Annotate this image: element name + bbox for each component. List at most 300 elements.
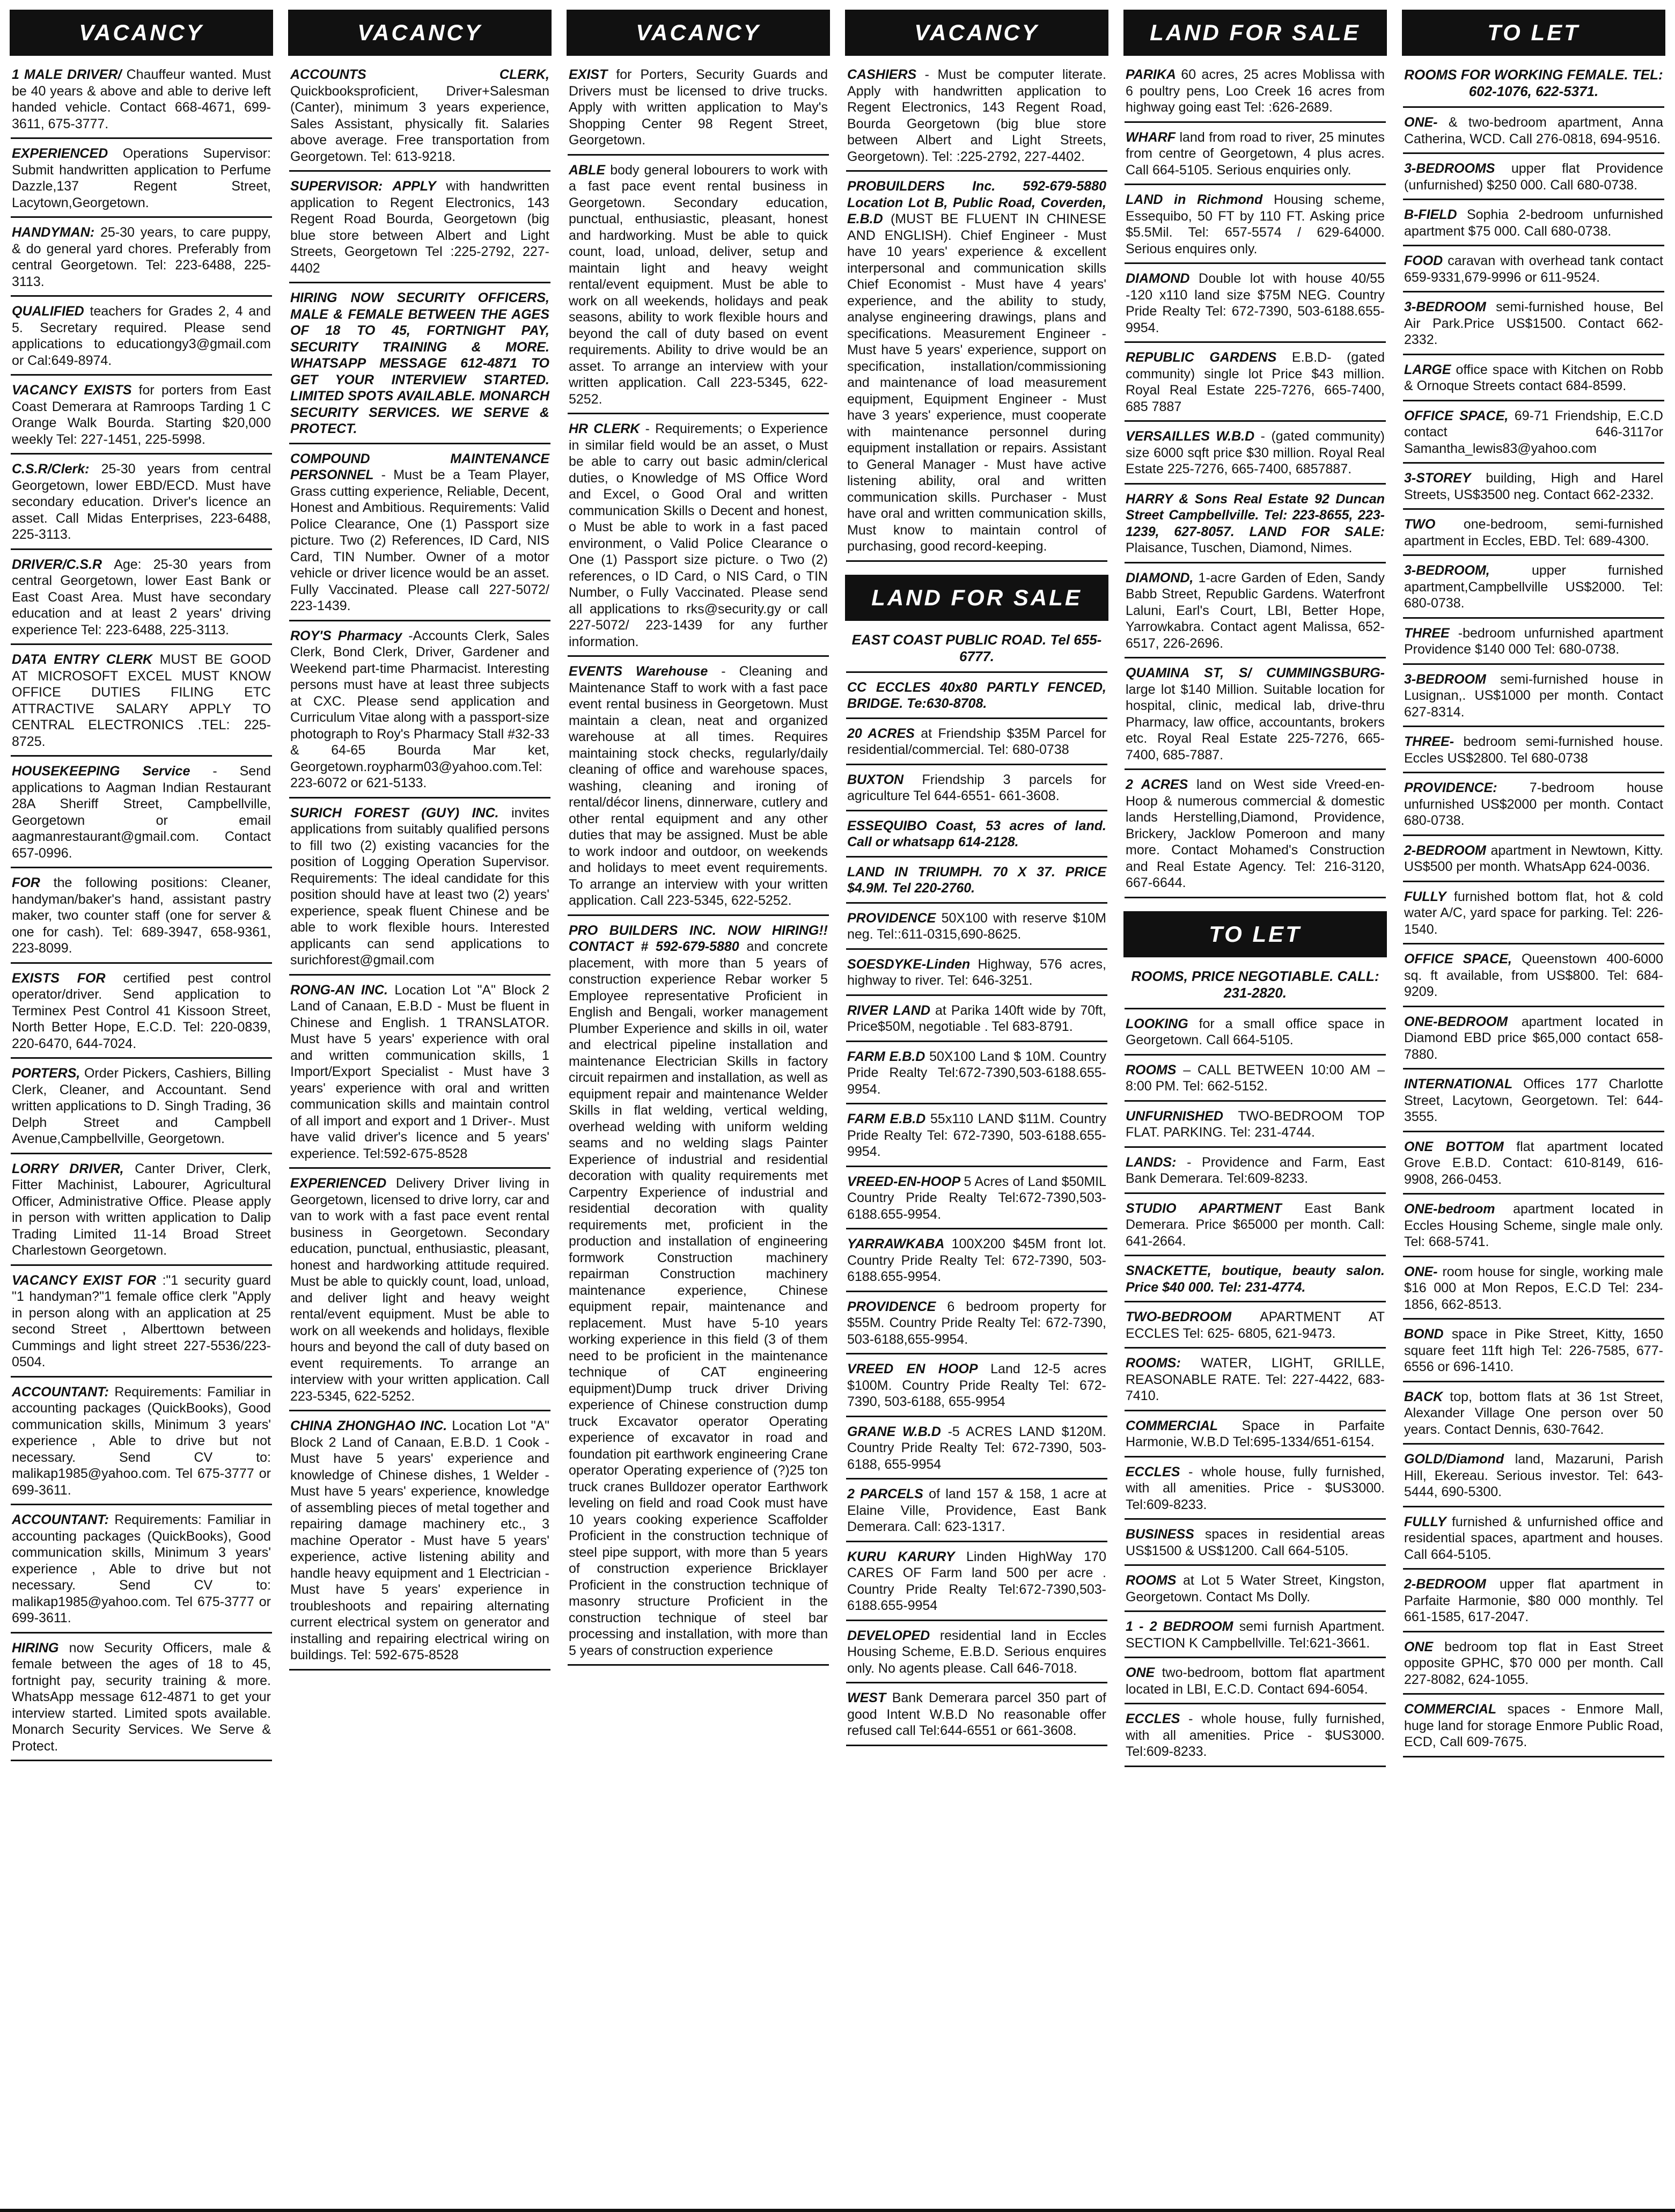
ad-body: :"1 security guard "1 handyman?"1 female office clerk "Apply in person along with an application at 25 second Street , Alberttown between Cummings and light street 227-5536/223-0504.: [12, 1272, 271, 1369]
ad-body: upper furnished apartment,Campbellville US$2000. Tel: 680-0738.: [1404, 563, 1664, 611]
ad-headline: 3-BEDROOM: [1404, 671, 1486, 687]
ad-body: for Porters, Security Guards and Drivers must be licensed to drive trucks. Apply with written application to May's Shopping Center 98 Regent Street, Georgetown.: [569, 67, 828, 148]
ad-body: & two-bedroom apartment, Anna Catherina, WCD. Call 276-0818, 694-9516.: [1404, 115, 1663, 147]
ad-body: 7-bedroom house unfurnished US$2000 per month. Contact 680-0738.: [1404, 780, 1663, 828]
ad-body: Requirements: Familiar in accounting packages (QuickBooks), Good communication skills, Minimum 3 years' experience , Able to drive but not necessary. Send CV to: malikap1985@yahoo.com. Tel 675-3777 or 699-3611.: [12, 1384, 271, 1498]
classified-ad: [1125, 1569, 1386, 1612]
ad-headline: ONE-BEDROOM: [1404, 1014, 1508, 1029]
section-header-land-for-sale: LAND FOR SALE: [1123, 10, 1387, 56]
ad-body: Order Pickers, Cashiers, Billing Clerk, Cleaner, and Accountant. Send written applications to D. Singh Trading, 36 Delph Street and Campbell Avenue,Campbellville, Georgetown.: [12, 1066, 271, 1146]
classified-ad: [846, 175, 1107, 562]
classified-ad: [1403, 559, 1664, 619]
classified-ad: [846, 1358, 1107, 1417]
classified-ad: [1403, 296, 1664, 355]
ad-body: - Providence and Farm, East Bank Demerara. Tel:609-8233.: [1126, 1154, 1385, 1186]
ad-headline: 1 MALE DRIVER/: [12, 67, 122, 82]
ad-body: Offices 177 Charlotte Street, Lacytown, Georgetown. Tel: 644-3555.: [1404, 1076, 1663, 1124]
ad-body: TWO-BEDROOM TOP FLAT. PARKING. Tel: 231-4744.: [1126, 1108, 1385, 1140]
ad-list: [285, 63, 555, 1674]
ad-headline: WHARF: [1126, 129, 1176, 145]
classified-ad: [846, 1420, 1107, 1480]
ad-body: 25-30 years, to care puppy, & do general yard chores. Preferably from central Georgetown. Tel: 223-6488, 225-3113.: [12, 225, 271, 289]
classified-ad: [11, 760, 272, 868]
ad-body: - Requirements; o Experience in similar field would be an asset, o Must be able to carry out basic admin/clerical duties, o Knowledge of MS Office Word and Excel, o Good Oral and written communication Skills o Decent and honest, o Must be able to work in a fast paced environment, o Valid Police Clearance o One (1) Passport size picture. o Two (2) references, o ID Card, o NIS Card, o TIN Number, o Fully Vaccinated. Please send all applications to rks@security.gy or call 227-5072/ 223-1439 for any further information.: [569, 421, 828, 649]
classified-ad: [846, 1624, 1107, 1684]
ad-headline: VERSAILLES W.B.D: [1126, 429, 1255, 444]
classified-ad: [1125, 425, 1386, 485]
ad-headline: ECCLES: [1126, 1711, 1180, 1726]
classified-ad: [11, 871, 272, 964]
ad-headline: FULLY: [1404, 1514, 1446, 1529]
ad-list: [842, 676, 1112, 1749]
ad-body: Queenstown 400-6000 sq. ft available, from US$800. Tel: 684-9209.: [1404, 951, 1663, 999]
ad-body: at Lot 5 Water Street, Kingston, Georgetown. Contact Ms Dolly.: [1126, 1573, 1385, 1605]
classified-ad: [1125, 1523, 1386, 1566]
ad-headline: ESSEQUIBO Coast, 53 acres of land. Call or whatsapp 614-2128.: [847, 818, 1106, 849]
classifieds-page: [6, 10, 1669, 2204]
ad-body: flat apartment located Grove E.B.D. Contact: 610-8149, 616-9908, 266-0453.: [1404, 1139, 1664, 1187]
classified-ad: [1403, 1698, 1664, 1757]
ad-body: building, High and Harel Streets, US$3500 neg. Contact 662-2332.: [1404, 471, 1663, 502]
column-1: [6, 10, 276, 2204]
classified-ad: [11, 553, 272, 646]
ad-headline: SURICH FOREST (GUY) INC.: [290, 805, 499, 821]
ad-body: semi furnish Apartment. SECTION K Campbellville. Tel:621-3661.: [1126, 1619, 1385, 1651]
ad-headline: PROVIDENCE: [847, 1299, 936, 1314]
ad-body: Bank Demerara parcel 350 part of good Intent W.B.D No reasonable offer refused call Tel:644-6551 or 661-3608.: [847, 1690, 1107, 1738]
classified-ad: [11, 379, 272, 455]
ad-headline: TWO-BEDROOM: [1126, 1309, 1232, 1324]
ad-headline: QUALIFIED: [12, 304, 84, 319]
ad-headline: PROVIDENCE:: [1404, 780, 1497, 795]
classified-ad: [1125, 1259, 1386, 1302]
section-header-land-for-sale: LAND FOR SALE: [845, 575, 1108, 621]
ad-body: apartment located in Eccles Housing Scheme, single male only. Tel: 668-5741.: [1404, 1202, 1663, 1249]
ad-headline: GOLD/Diamond: [1404, 1452, 1504, 1467]
ad-body: bedroom semi-furnished house. Eccles US$2800. Tel 680-0738: [1404, 734, 1663, 766]
ad-body: MUST BE GOOD AT MICROSOFT EXCEL MUST KNOW OFFICE DUTIES FILING ETC ATTRACTIVE SALARY APPLY TO CENTRAL ELECTRONICS .TEL: 225-8725.: [12, 652, 271, 749]
ad-headline: UNFURNISHED: [1126, 1108, 1223, 1124]
ad-headline: ONE: [1404, 1639, 1434, 1654]
classified-ad: [568, 660, 829, 916]
classified-ad: [1125, 1708, 1386, 1767]
classified-ad: [1403, 358, 1664, 401]
ad-body: one-bedroom, semi-furnished apartment in Eccles, EBD. Tel: 689-4300.: [1404, 517, 1663, 548]
classified-ad: [1403, 1261, 1664, 1320]
ad-headline: SUPERVISOR: APPLY: [290, 179, 436, 194]
ad-body: at Friendship $35M Parcel for residential/commercial. Tel: 680-0738: [847, 726, 1107, 757]
ad-body: semi-furnished house in Lusignan,. US$1000 per month. Contact 627-8314.: [1404, 671, 1664, 720]
ad-headline: KURU KARURY: [847, 1549, 955, 1564]
ad-body: two-bedroom, bottom flat apartment located in LBI, E.C.D. Contact 694-6054.: [1126, 1665, 1385, 1697]
column-4: [842, 10, 1112, 2204]
ad-headline: 20 ACRES: [847, 726, 915, 741]
ad-headline: FARM E.B.D: [847, 1111, 926, 1126]
ad-body: the following positions: Cleaner, handyman/baker's hand, assistant pastry maker, two counter staff (one for server & one for cash). Tel: 689-3947, 658-9361, 223-8099.: [12, 875, 271, 956]
ad-body: Operations Supervisor: Submit handwritten application to Perfume Dazzle,137 Regent Street, Lacytown,Georgetown.: [12, 146, 271, 210]
ad-body: 60 acres, 25 acres Moblissa with 6 poultry pens, Loo Creek 16 acres from highway going east Tel: :626-2689.: [1126, 67, 1385, 115]
ad-headline: 1 - 2 BEDROOM: [1126, 1619, 1233, 1634]
classified-ad: [846, 676, 1107, 719]
ad-headline: FOOD: [1404, 253, 1443, 268]
ad-body: for a small office space in Georgetown. Call 664-5105.: [1126, 1016, 1385, 1048]
ad-headline: PORTERS,: [12, 1066, 80, 1081]
ad-headline: FOR: [12, 875, 40, 890]
ad-body: semi-furnished house, Bel Air Park.Price US$1500. Contact 662-2332.: [1404, 299, 1663, 347]
ad-body: bedroom top flat in East Street opposite GPHC, $70 000 per month. Call 227-8082, 624-1055.: [1404, 1639, 1663, 1687]
classified-ad: [1403, 777, 1664, 836]
ad-body: E.B.D- (gated community) single lot Price $43 million. Royal Real Estate 225-7276, 665-7400, 685 7887: [1126, 350, 1385, 414]
ad-headline: HOUSEKEEPING Service: [12, 764, 190, 779]
ad-body: - whole house, fully furnished, with all amenities. Price - $US3000. Tel:609-8233.: [1126, 1464, 1385, 1512]
ad-body: - (gated community) size 6000 sqft price $30 million. Royal Real Estate 225-7276, 665-7400, 6857887.: [1126, 429, 1385, 477]
ad-body: 6 bedroom property for $55M. Country Pride Realty Tel: 672-7390, 503-6188,655-9954.: [847, 1299, 1106, 1347]
ad-headline: LAND in Richmond: [1126, 192, 1263, 207]
classified-ad: [846, 999, 1107, 1042]
ad-body: (MUST BE FLUENT IN CHINESE AND ENGLISH). Chief Engineer - Must have 10 years' experience & excellent interpersonal and communication skills Chief Economist - Must have 4 years' experience, and the ability to study, analyse engineering drawings, plans and specifications. Measurement Engineer - Must have 5 years' experience, support on specification, installation/commissioning and maintenance of load measurement equipment, Equipment Engineer - Must have 3 years' experience, must cooperate with maintenance personnel during equipment installation or repairs. Assistant to General Manager - Must have active listening ability, oral and written communication skills. Purchaser - Must have oral and written communication skills, Must know to maintain control of purchasing, good record-keeping.: [847, 211, 1106, 554]
classified-ad: [1125, 1059, 1386, 1102]
ad-headline: BACK: [1404, 1389, 1443, 1404]
ad-list: [1399, 63, 1669, 111]
ad-body: land from road to river, 25 minutes from centre of Georgetown, 4 plus acres. Call 664-5105. Serious enquiries only.: [1126, 129, 1385, 178]
ad-body: - Must be a Team Player, Grass cutting experience, Reliable, Decent, Honest and Ambitious. Requirements: Valid Police Clearance, One (1) Passport size picture. Two (2) References, ID Card, NIS Card, TIN Number. Owner of a motor vehicle or driver licence would be an asset. Fully Vaccinated. Please call 227-5072/ 223-1439.: [290, 467, 549, 613]
classified-ad: [289, 1415, 550, 1671]
section-header-to-let: TO LET: [1402, 10, 1665, 56]
ad-body: -Accounts Clerk, Sales Clerk, Bond Clerk, Driver, Gardener and Weekend part-time Pharmacist. Interesting persons must have at least three subjects at CXC. Please send application and Curriculum Vitae along with a passport-size photograph to Roy's Pharmacy Stall #32-33 & 64-65 Bourda Mar ket, Georgetown.roypharm03@yahoo.com.Tel: 223-6072 or 621-5133.: [290, 628, 550, 790]
classified-ad: [1403, 622, 1664, 665]
ad-body: space in Pike Street, Kitty, 1650 square feet 11ft high Tel: 226-7585, 677-6556 or 696-1410.: [1404, 1327, 1663, 1374]
classified-ad: [846, 1483, 1107, 1542]
ad-headline: HANDYMAN:: [12, 225, 95, 240]
ad-body: residential land in Eccles Housing Scheme, E.B.D. Serious enquires only. No agents please. Call 646-7018.: [847, 1628, 1106, 1676]
section-header-vacancy: VACANCY: [567, 10, 830, 56]
classified-ad: [568, 159, 829, 415]
ad-body: Location Lot "A" Block 2 Land of Canaan, E.B.D. 1 Cook - Must have 5 years' experience and knowledge of Chinese dishes, 1 Welder - Must have 5 years' experience, knowledge of assembling pieces of metal together and repairing damage machinery etc., 3 machine Operator - Must have 5 years' experience, active listening ability and handle heavy equipment and 1 Electrician - Must have 5 years' experience in troubleshoots and repairing alternating current electrical system on generator and installing and repairing electrical wiring on buildings. Tel: 592-675-8528: [290, 1418, 549, 1662]
ad-headline: EXISTS FOR: [12, 970, 106, 986]
ad-body: apartment in Newtown, Kitty. US$500 per month. WhatsApp 624-0036.: [1404, 843, 1663, 874]
ad-headline: ECCLES: [1126, 1464, 1180, 1479]
classified-ad: [1125, 1415, 1386, 1457]
ad-headline: ROOMS: [1126, 1062, 1177, 1078]
classified-ad: [1125, 773, 1386, 898]
ad-body: large lot $140 Million. Suitable location for hospital, clinic, medical lab, drive-thru Pharmacy, law office, accountants, brokers etc. Royal Real Estate 225-7276, 665-7400, 685-7887.: [1126, 682, 1385, 763]
ad-headline: THREE: [1404, 625, 1450, 641]
ad-headline: REPUBLIC GARDENS: [1126, 350, 1277, 365]
ad-headline: VACANCY EXISTS: [12, 383, 132, 398]
ad-headline: THREE-: [1404, 734, 1454, 749]
section-header-vacancy: VACANCY: [10, 10, 273, 56]
column-3: [563, 10, 833, 2204]
ad-body: land, Mazaruni, Parish Hill, Ekereau. Serious investor. Tel: 643-5444, 690-5300.: [1404, 1452, 1663, 1499]
classified-ad: [1403, 1323, 1664, 1382]
classified-ad: [1125, 1013, 1386, 1056]
ad-headline: ONE-: [1404, 115, 1438, 130]
classified-ad: [846, 1233, 1107, 1292]
classified-ad: [1125, 1105, 1386, 1148]
ad-list: [1120, 63, 1390, 902]
classified-ad: [1125, 1661, 1386, 1704]
classified-ad: [1403, 1386, 1664, 1445]
classified-ad: [11, 1508, 272, 1634]
classified-ad: [1403, 405, 1664, 464]
ad-body: - Cleaning and Maintenance Staff to work with a fast pace event rental business in Georgetown. Must maintain a clean, neat and organized warehouse at all times. Requires maintaining stock checks, regularly/daily cleaning of office and warehouse spaces, washing, cleaning and ironing of rental/décor linens, dinnerware, cutlery and other rental equipment and any other duties that may be assigned. Must be able to work indoor and outdoor, on weekends and holidays to meet event requirements. To arrange an interview with your written application. Call 223-5345, 622-5252.: [569, 664, 828, 908]
lead-ad: EAST COAST PUBLIC ROAD. Tel 655-6777.: [846, 628, 1107, 673]
ad-body: apartment located in Diamond EBD price $65,000 contact 658-7880.: [1404, 1014, 1663, 1062]
ad-headline: ONE: [1126, 1665, 1155, 1680]
classified-ad: [846, 815, 1107, 858]
column-2: [285, 10, 555, 2204]
ad-body: 25-30 years from central Georgetown, lower EBD/ECD. Must have secondary education. Driver's licence an asset. Call Midas Enterprises, 223-6488, 225-3113.: [12, 462, 271, 542]
ad-headline: 3-BEDROOM: [1404, 299, 1486, 314]
classified-ad: [1403, 839, 1664, 882]
ad-headline: 3-BEDROOM,: [1404, 563, 1490, 578]
ad-headline: C.S.R/Clerk:: [12, 462, 90, 477]
classified-ad: [11, 967, 272, 1059]
ad-body: upper flat Providence (unfurnished) $250 000. Call 680-0738.: [1404, 161, 1663, 193]
ad-body: – CALL BETWEEN 10:00 AM – 8:00 PM. Tel: 662-5152.: [1126, 1062, 1385, 1094]
ad-headline: DIAMOND,: [1126, 570, 1194, 585]
classified-ad: [846, 63, 1107, 172]
classified-ad: [846, 953, 1107, 996]
classified-ad: [1403, 1073, 1664, 1132]
classified-ad: [11, 1637, 272, 1762]
ad-body: WATER, LIGHT, GRILLE, REASONABLE RATE. Tel: 227-4422, 683-7410.: [1126, 1356, 1385, 1403]
ad-headline: ABLE: [569, 162, 606, 178]
ad-body: room house for single, working male $16 000 at Mon Repos, E.C.D Tel: 234-1856, 662-8513.: [1404, 1264, 1664, 1312]
classified-ad: [11, 300, 272, 376]
classified-ad: [1403, 1573, 1664, 1632]
ad-headline: COMPOUND MAINTENANCE PERSONNEL: [290, 451, 549, 482]
ad-body: spaces - Enmore Mall, huge land for storage Enmore Public Road, ECD, Call 609-7675.: [1404, 1702, 1663, 1749]
ad-headline: BOND: [1404, 1327, 1444, 1342]
ad-headline: SNACKETTE, boutique, beauty salon. Price $40 000. Tel: 231-4774.: [1126, 1263, 1385, 1295]
ad-body: -5 ACRES LAND $120M. Country Pride Realty Tel: 672-7390, 503-6188, 655-9954: [847, 1424, 1106, 1472]
ad-headline: RONG-AN INC.: [290, 982, 388, 998]
ad-body: Housing scheme, Essequibo, 50 FT by 110 FT. Asking price $5.5Mil. Tel: 657-5574 / 629-64000. Serious enquires only.: [1126, 192, 1385, 257]
ad-headline: B-FIELD: [1404, 207, 1457, 222]
ad-body: Delivery Driver living in Georgetown, licensed to drive lorry, car and van to work with a fast pace event rental business in Georgetown. Secondary education, punctual, enthusiastic, pleasant, honest and hardworking attitude required. Must be able to quickly count, load, unload, and deliver light and heavy weight rental/event equipment. Must be able to work on all weekends and holidays, flexible hours and beyond the call of duty based on event requirements. To arrange an interview with your written application. Call 223-5345, 622-5252.: [290, 1176, 549, 1404]
ad-body: - whole house, fully furnished, with all amenities. Price - $US3000. Tel:609-8233.: [1126, 1711, 1385, 1759]
ad-headline: EXPERIENCED: [290, 1176, 387, 1191]
ad-headline: LAND IN TRIUMPH. 70 X 37. PRICE $4.9M. Tel 220-2760.: [847, 864, 1106, 896]
classified-ad: [1125, 267, 1386, 343]
ad-body: furnished & unfurnished office and residential spaces, apartment and houses. Call 664-5105.: [1404, 1514, 1663, 1562]
ad-body: Plaisance, Tuschen, Diamond, Nimes.: [1126, 540, 1353, 555]
ad-headline: PROVIDENCE: [847, 910, 936, 926]
ad-body: Chauffeur wanted. Must be 40 years & above and able to derive left handed vehicle. Contact 668-4671, 699-3611, 675-3777.: [12, 67, 271, 131]
classified-ad: [846, 907, 1107, 950]
ad-body: Friendship 3 parcels for agriculture Tel 644-6551- 661-3608.: [847, 772, 1106, 803]
classified-ad: [1125, 346, 1386, 422]
classified-ad: [1403, 1636, 1664, 1695]
ad-body: at Parika 140ft wide by 70ft, Price$50M, negotiable . Tel 683-8791.: [847, 1002, 1106, 1034]
ad-body: 5 Acres of Land $50MIL Country Pride Realty Tel:672-7390,503-6188.655-9954.: [847, 1174, 1107, 1222]
ad-headline: ACCOUNTS CLERK,: [290, 67, 549, 82]
classified-ad: [1403, 1198, 1664, 1257]
classified-ad: [1403, 513, 1664, 556]
ad-body: 69-71 Friendship, E.C.D contact 646-3117or Samantha_lewis83@yahoo.com: [1404, 408, 1663, 456]
ad-headline: HR CLERK: [569, 421, 640, 436]
classified-ad: [846, 861, 1107, 904]
classified-ad: [1125, 1306, 1386, 1349]
section-header-vacancy: VACANCY: [288, 10, 552, 56]
classified-ad: [1125, 1197, 1386, 1257]
ad-body: office space with Kitchen on Robb & Ornoque Streets contact 684-8599.: [1404, 362, 1663, 393]
ad-headline: EXPERIENCED: [12, 146, 108, 161]
classified-ad: [1403, 1010, 1664, 1070]
ad-headline: WEST: [847, 1690, 886, 1705]
ad-body: - Send applications to Aagman Indian Restaurant 28A Sheriff Street, Campbellville, Georgetown or email aagmanrestaurant@gmail.com. Contact 657-0996.: [12, 764, 271, 861]
classified-ad: [11, 648, 272, 757]
classified-ad: [289, 802, 550, 976]
ad-headline: ROOMS: [1126, 1573, 1177, 1588]
classified-ad: [1403, 885, 1664, 945]
classified-ad: [289, 1172, 550, 1411]
classified-ad: [289, 979, 550, 1169]
classified-ad: [289, 175, 550, 283]
ad-body: - Must be computer literate. Apply with handwritten application to Regent Electronics, 143 Regent Road, Bourda Georgetown (big blue store between Albert and Light Streets, Georgetown). Tel: :225-2792, 227-4402.: [847, 67, 1106, 164]
ad-list: [563, 63, 833, 1669]
ad-headline: HARRY & Sons Real Estate 92 Duncan Street Campbellville. Tel: 223-8655, 223-1239, 627-8057. LAND FOR SALE:: [1126, 491, 1385, 539]
ad-headline: OFFICE SPACE,: [1404, 951, 1512, 966]
ad-headline: BUXTON: [847, 772, 904, 787]
ad-body: certified pest control operator/driver. Send application to Terminex Pest Control 41 Kissoon Street, North Better Hope, E.C.D. Tel: 220-0839, 220-6470, 644-7024.: [12, 970, 271, 1051]
ad-headline: 2 ACRES: [1126, 777, 1188, 792]
bottom-rule: [0, 2209, 1675, 2212]
column-6: [1399, 10, 1669, 2204]
ad-body: Canter Driver, Clerk, Fitter Machinist, Labourer, Agricultural Officer, Administrative Office. Please apply in person with written application to Dalip Trading Limited 11-14 Broad Street Charlestown Georgetown.: [12, 1161, 271, 1258]
ad-headline: CHINA ZHONGHAO INC.: [290, 1418, 447, 1433]
ad-headline: YARRAWKABA: [847, 1236, 944, 1251]
classified-ad: [289, 63, 550, 172]
ad-headline: 3-BEDROOMS: [1404, 161, 1495, 176]
classified-ad: [1403, 1511, 1664, 1570]
ad-headline: CC ECCLES 40x80 PARTLY FENCED, BRIDGE. Te:630-8708.: [847, 679, 1106, 711]
ad-body: furnished bottom flat, hot & cold water A/C, yard space for parking. Tel: 226-1540.: [1404, 889, 1663, 937]
classified-ad: [1125, 1615, 1386, 1658]
ad-list: [6, 63, 276, 1764]
lead-ad: ROOMS, PRICE NEGOTIABLE. CALL: 231-2820.: [1125, 965, 1386, 1009]
ad-list: [1120, 1013, 1390, 1770]
classified-ad: [11, 1269, 272, 1378]
ad-headline: ACCOUNTANT:: [12, 1384, 109, 1400]
classified-ad: [1125, 1151, 1386, 1194]
ad-headline: PROBUILDERS Inc. 592-679-5880 Location Lot B, Public Road, Coverden, E.B.D: [847, 179, 1106, 226]
ad-list: [1120, 965, 1390, 1013]
ad-headline: ROOMS:: [1126, 1356, 1181, 1371]
classified-ad: [1125, 1352, 1386, 1411]
ad-body: with handwritten application to Regent Electronics, 143 Regent Road Bourda, Georgetown (big blue store between Albert and Light Streets, Georgetown Tel :225-2792, 227-4402: [290, 179, 549, 276]
classified-ad: [1125, 126, 1386, 186]
ad-headline: LORRY DRIVER,: [12, 1161, 124, 1176]
ad-body: Land 12-5 acres $100M. Country Pride Realty Tel: 672-7390, 503-6188, 655-9954: [847, 1361, 1106, 1409]
ad-headline: INTERNATIONAL: [1404, 1076, 1512, 1092]
ad-headline: SOESDYKE-Linden: [847, 956, 971, 972]
ad-body: of land 157 & 158, 1 acre at Elaine Ville, Providence, East Bank Demerara. Call: 623-1317.: [847, 1486, 1106, 1534]
ad-headline: BUSINESS: [1126, 1527, 1194, 1542]
ad-body: and concrete placement, with more than 5 years of construction experience Rebar worker 5 Employee representative Proficient in English and Bengali, worker management Plumber Experience and skills in oil, water and electrical pipeline installation and maintenance Electrician Skills in factory circuit repairmen and installation, as well as equipment repair and maintenance Welder Skills in flat welding, vertical welding, overhead welding with uniform welding seams and no welding slags Painter Experience of industrial and residential decoration with quality requirements met Carpentry Experience of industrial and residential decoration with quality requirements met, proficient in the production and installation of engineering formwork Construction machinery repairman Construction machinery maintenance experience, Chinese equipment repair, maintenance and replacement. Must have 5-10 years working experience in this field (3 of them need to be proficient in the maintenance technique of CAT engineering equipment)Dump truck driver Driving experience of Chinese construction dump truck Excavator operator Operating experience of excavator in road and foundation pit earthwork engineering Crane operator Operating experience of (?)25 ton truck cranes Bulldozer operator Earthwork leveling on field and road Cook must have 10 years cooking experience Scaffolder Proficient in the construction technique of steel pipe support, with more than 5 years of construction experience Bricklayer Proficient in the construction technique of masonry structure Proficient in the construction technique of steel bar processing and installation, with more than 5 years of construction experience: [569, 939, 828, 1658]
ad-headline: 2 PARCELS: [847, 1486, 923, 1501]
ad-headline: COMMERCIAL: [1126, 1418, 1218, 1433]
classified-ad: [568, 63, 829, 156]
classified-ad: [1403, 157, 1664, 200]
classified-ad: [846, 1045, 1107, 1105]
ad-body: Quickbooksproficient, Driver+Salesman (Canter), minimum 3 years experience, Sales Assistant, physically fit. Salaries above average. Free transportation from Georgetown. Tel: 613-9218.: [290, 83, 549, 164]
classified-ad: [11, 458, 272, 550]
ad-body: spaces in residential areas US$1500 & US$1200. Call 664-5105.: [1126, 1527, 1385, 1558]
ad-headline: COMMERCIAL: [1404, 1702, 1496, 1717]
classified-ad: [846, 768, 1107, 811]
ad-body: for porters from East Coast Demerara at Ramroops Tarding 1 C Orange Walk Bourda. Starting $20,000 weekly Tel: 227-1451, 225-5998.: [12, 383, 271, 447]
classified-ad: [846, 1687, 1107, 1746]
classified-ad: [11, 1381, 272, 1506]
ad-body: APARTMENT AT ECCLES Tel: 625- 6805, 621-9473.: [1126, 1309, 1385, 1341]
ad-headline: 3-STOREY: [1404, 471, 1471, 486]
classified-ad: [568, 418, 829, 657]
ad-headline: EXIST: [569, 67, 608, 82]
ad-body: 100X200 $45M front lot. Country Pride Realty Tel: 672-7390, 503-6188.655-9954.: [847, 1236, 1106, 1284]
ad-list: [842, 628, 1112, 676]
classified-ad: [1403, 203, 1664, 246]
ad-list: [842, 63, 1112, 565]
ad-headline: RIVER LAND: [847, 1002, 930, 1018]
classified-ad: [11, 221, 272, 297]
ad-body: top, bottom flats at 36 1st Street, Alexander Village One person over 50 years. Contact Dennis, 630-7642.: [1404, 1389, 1663, 1437]
ad-body: Linden HighWay 170 CARES OF Farm land 500 per acre . Country Pride Realty Tel:672-7390,503-6188.655-9954: [847, 1549, 1106, 1613]
ad-body: Age: 25-30 years from central Georgetown, lower East Bank or East Coast Area. Must have secondary education and at least 2 years' driving experience Tel: 223-6488, 225-3113.: [12, 556, 271, 638]
classified-ad: [846, 1170, 1107, 1230]
ad-headline: TWO: [1404, 517, 1436, 532]
ad-headline: LANDS:: [1126, 1154, 1177, 1170]
ad-headline: PARIKA: [1126, 67, 1176, 82]
classified-ad: [1125, 488, 1386, 563]
ad-headline: HIRING: [12, 1640, 59, 1656]
classified-ad: [846, 1108, 1107, 1167]
classified-ad: [1403, 1136, 1664, 1195]
ad-headline: VREED EN HOOP: [847, 1361, 978, 1376]
classified-ad: [846, 1295, 1107, 1355]
ad-headline: GRANE W.B.D: [847, 1424, 941, 1439]
ad-headline: HIRING NOW SECURITY OFFICERS, MALE & FEMALE BETWEEN THE AGES OF 18 TO 45, FORTNIGHT PAY, SECURITY TRAINING & MORE. WHATSAPP MESSAGE 612-4871 TO GET YOUR INTERVIEW STARTED. LIMITED SPOTS AVAILABLE. MONARCH SECURITY SERVICES. WE SERVE & PROTECT.: [290, 290, 549, 436]
ad-headline: QUAMINA ST, S/ CUMMINGSBURG-: [1126, 665, 1385, 680]
ad-body: 55x110 LAND $11M. Country Pride Realty Tel: 672-7390, 503-6188.655-9954.: [847, 1111, 1106, 1159]
classified-ad: [11, 142, 272, 218]
classified-ad: [1125, 188, 1386, 264]
classified-ad: [1403, 668, 1664, 728]
ad-headline: LARGE: [1404, 362, 1451, 377]
column-5: [1120, 10, 1390, 2204]
ad-headline: ONE-bedroom: [1404, 1202, 1495, 1217]
classified-ad: [289, 448, 550, 621]
classified-ad: [289, 287, 550, 444]
ad-headline: CASHIERS: [847, 67, 917, 82]
ad-body: Requirements: Familiar in accounting packages (QuickBooks), Good communication skills, Minimum 3 years' experience , Able to drive but not necessary. Send CV to: malikap1985@yahoo.com. Tel 675-3777 or 699-3611.: [12, 1512, 271, 1625]
section-header-vacancy: VACANCY: [845, 10, 1108, 56]
classified-ad: [1125, 567, 1386, 659]
ad-body: body general lobourers to work with a fast pace event rental business in Georgetown. Secondary education, punctual, enthusiastic, pleasant, honest and hardworking. Must be able to quick count, load, unload, deliver, setup and maintain light and heavy weight rental/event equipment. Must be able to work on all weekends, holidays and peak seasons, ability to work flexible hours and beyond the call of duty based on event requirements. Ability to drive would be an asset. To arrange an interview with your written application. Call 223-5345, 622-5252.: [569, 162, 828, 407]
ad-body: Space in Parfaite Harmonie, W.B.D Tel:695-1334/651-6154.: [1126, 1418, 1385, 1449]
ad-headline: PRO BUILDERS INC. NOW HIRING!! CONTACT # 592-679-5880: [569, 922, 828, 954]
ad-headline: STUDIO APARTMENT: [1126, 1200, 1282, 1216]
classified-ad: [11, 63, 272, 139]
ad-body: Highway, 576 acres, highway to river. Tel: 646-3251.: [847, 956, 1106, 988]
ad-body: -bedroom unfurnished apartment Providence $140 000 Tel: 680-0738.: [1404, 625, 1663, 657]
ad-body: now Security Officers, male & female between the ages of 18 to 45, fortnight pay, security training & more. WhatsApp message 612-4871 to get your interview started. Limited spots available. Monarch Security Services. We Serve & Protect.: [12, 1640, 271, 1754]
classified-ad: [846, 1546, 1107, 1621]
ad-list: [1399, 111, 1669, 1761]
lead-ad: ROOMS FOR WORKING FEMALE. TEL: 602-1076, 622-5371.: [1403, 63, 1664, 108]
classified-ad: [1403, 948, 1664, 1007]
